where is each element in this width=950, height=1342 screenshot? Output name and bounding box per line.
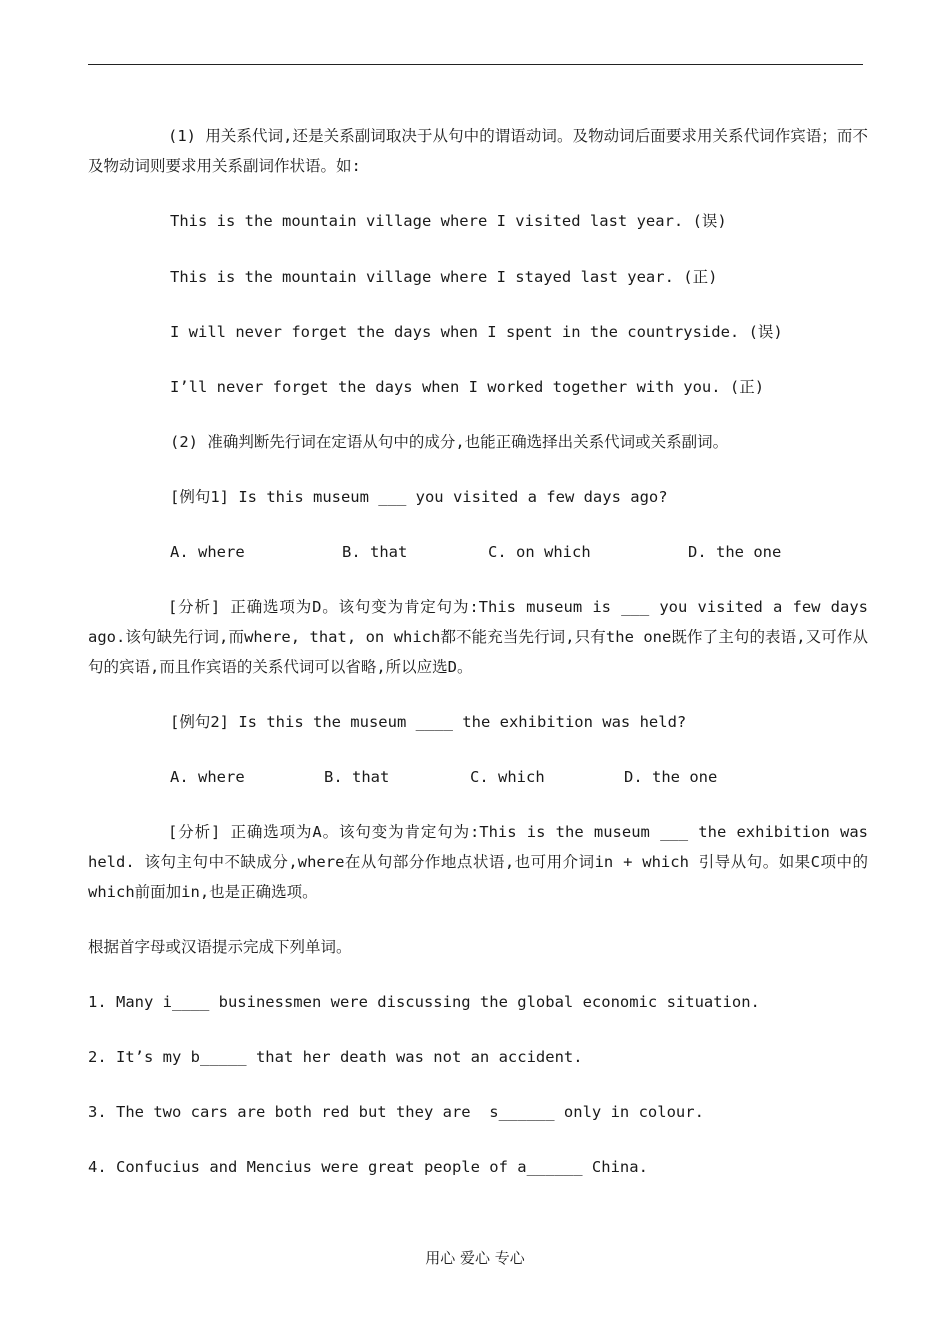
rule-1-paragraph: (1) 用关系代词,还是关系副词取决于从句中的谓语动词。及物动词后面要求用关系代词作宾语；而不及物动词则要求用关系副词作状语。如:: [88, 127, 868, 175]
example-2-option-b: B. that: [324, 768, 390, 786]
example-1-question: [例句1] Is this museum ___ you visited a few days ago?: [170, 488, 668, 506]
example-2-option-a: A. where: [170, 768, 245, 786]
exercise-item-2: 2. It’s my b_____ that her death was not an accident.: [88, 1048, 583, 1066]
rule-2-paragraph: (2) 准确判断先行词在定语从句中的成分,也能正确选择出关系代词或关系副词。: [170, 433, 729, 451]
page-footer: 用心 爱心 专心: [425, 1249, 525, 1267]
example-2-question: [例句2] Is this the museum ____ the exhibition was held?: [170, 713, 687, 731]
example-1-analysis: [分析] 正确选项为D。该句变为肯定句为:This museum is ___ you visited a few days ago.该句缺先行词,而where, that, on which都不能充当先行词,只有the one既作了主句的表语,又可作从句的宾语,而且作宾语的关系代词可以省略,所以应选D。: [88, 598, 868, 676]
example-2-option-c: C. which: [470, 768, 545, 786]
example-1-option-a: A. where: [170, 543, 245, 561]
example-sentence-1: This is the mountain village where I visited last year. (误): [170, 212, 727, 230]
exercise-item-3: 3. The two cars are both red but they are s______ only in colour.: [88, 1103, 704, 1121]
example-1-option-d: D. the one: [688, 543, 782, 561]
example-sentence-3: I will never forget the days when I spent in the countryside. (误): [170, 323, 783, 341]
example-1-option-c: C. on which: [488, 543, 591, 561]
exercise-instruction: 根据首字母或汉语提示完成下列单词。: [88, 938, 352, 956]
exercise-item-1: 1. Many i____ businessmen were discussing the global economic situation.: [88, 993, 760, 1011]
exercise-item-4: 4. Confucius and Mencius were great people of a______ China.: [88, 1158, 648, 1176]
example-2-option-d: D. the one: [624, 768, 718, 786]
example-1-option-b: B. that: [342, 543, 408, 561]
example-sentence-4: I’ll never forget the days when I worked together with you. (正): [170, 378, 765, 396]
example-sentence-2: This is the mountain village where I stayed last year. (正): [170, 268, 718, 286]
header-rule: [88, 64, 863, 65]
example-2-analysis: [分析] 正确选项为A。该句变为肯定句为:This is the museum ___ the exhibition was held. 该句主句中不缺成分,where在从句部分作地点状语,也可用介词in + which 引导从句。如果C项中的which前面加in,也是正确选项。: [88, 823, 868, 901]
